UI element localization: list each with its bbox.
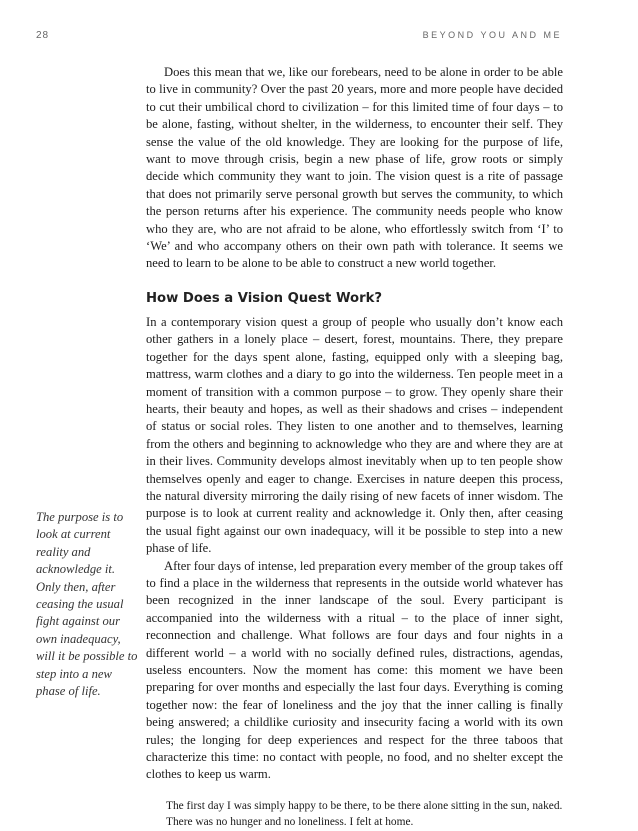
running-head: BEYOND YOU AND ME — [422, 30, 562, 40]
body-column — [146, 64, 563, 831]
paragraph-contemporary-quest: In a contemporary vision quest a group of people who usually don’t know each other gathers in a lonely place – desert, forest, mountains. There, they prepare together for the days spent alone, fasting, equipped only with a sleeping bag, mattress, warm clothes and a diary to go into the wilderness. Ten people meet in a moment of transition with a common purpose – to grow. They openly share their hearts, their beauty and hopes, as well as their shadows and crises – independent of status or social roles. They listen to one another and to themselves, learning from the others and beginning to acknowledge who they are and where they are at in their lives. Community develops almost inevitably when up to ten people show themselves openly and eager to change. Exercises in nature deepen this process, the natural diversity mirroring the daily rising of new facets of inner wisdom. The purpose is to look at current reality and acknowledge it. Only then, after ceasing the usual fight against our own inadequacy, will it be possible to step into a new phase of life. — [146, 314, 563, 556]
section-heading: How Does a Vision Quest Work? — [146, 290, 383, 306]
page-number: 28 — [36, 30, 50, 41]
paragraph-community: Does this mean that we, like our forebears, need to be alone in order to be able to live in community? Over the past 20 years, more and more people have decided to cut their umbilical chord to civilization – for this limited time of four days – to be alone, fasting, without shelter, in the wilderness, to encounter their self. They sense the value of the old knowledge. They are looking for the purpose of life, want to move through crisis, begin a new phase of life, grow roots or simply decide which community they want to join. The vision quest is a rite of passage that does not primarily serve personal growth but serves the community, to which the person returns after his experience. The community needs people who know who they are, who are not afraid to be alone, who effortlessly switch from ‘I’ to ‘We’ and who accompany others on their own path with tolerance. It seems we need to learn to be alone to be able to construct a new world together. — [146, 65, 563, 271]
margin-pull-quote: The purpose is to look at current reality and acknowledge it. Only then, after ceasing the usual fight against our own inadequacy, will it be possible to step into a new phase of life. — [36, 510, 138, 699]
paragraph-four-days: After four days of intense, led preparation every member of the group takes off to find a place in the wilderness that represents in the outside world whatever has been recognized in the inner landscape of the soul. Every participant is accompanied into the wilderness with a ritual – to the place of inner sight, reconnection and challenge. What follows are four days and four nights in a different world – a world with no socially defined rules, distractions, agendas, useless encounters. Now the moment has come: this moment we have been preparing for over months and especially the last four days. Everything is coming together now: the fear of loneliness and the joy that the inner calling is finally being answered; a childlike curiosity and insecurity facing a world with its own rules; the longing for deep experiences and respect for the three taboos that characterize this time: no contact with people, no food, and no shelter except the clothes to keep us warm. — [146, 558, 563, 782]
block-quote: The first day I was simply happy to be there, to be there alone sitting in the sun, naked. There was no hunger and no loneliness. I felt at home. — [166, 799, 563, 829]
